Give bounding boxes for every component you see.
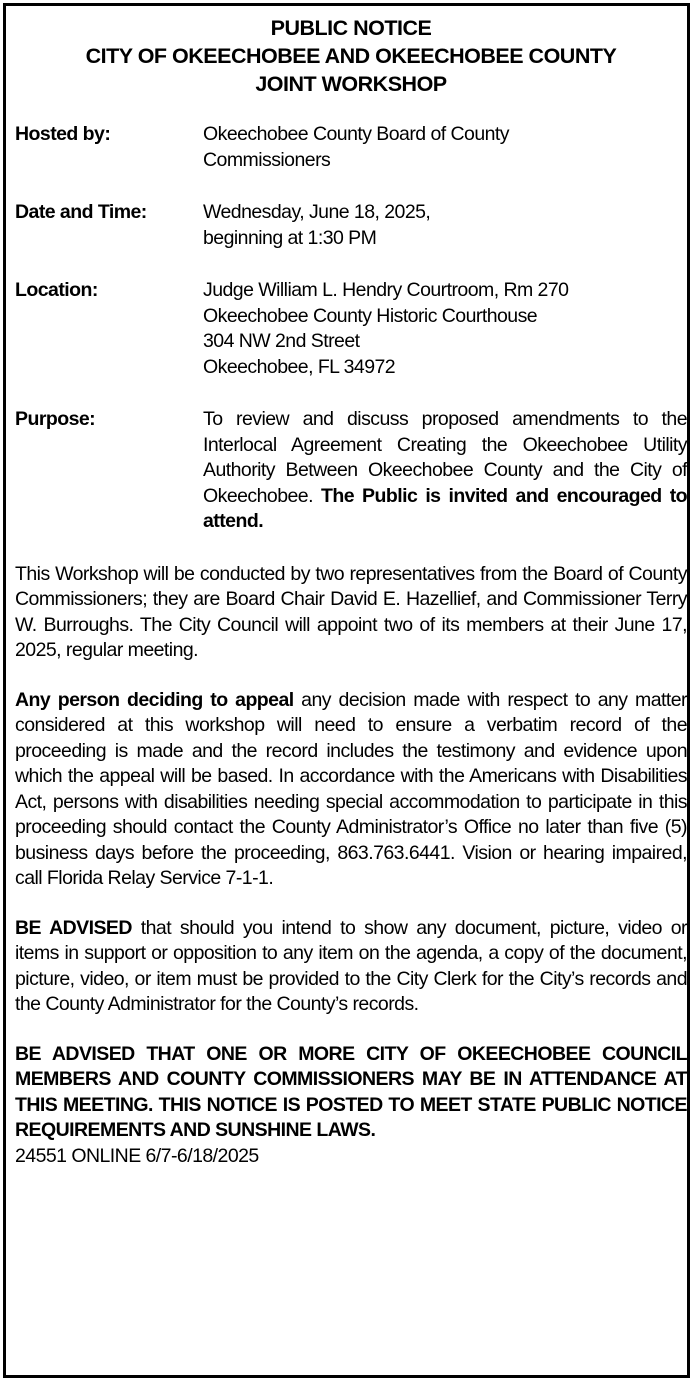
notice-header bbox=[15, 14, 687, 98]
location-line-4: Okeechobee, FL 34972 bbox=[203, 355, 396, 378]
datetime-line-1: Wednesday, June 18, 2025, bbox=[203, 201, 431, 223]
location-line-3: 304 NW 2nd Street bbox=[203, 330, 360, 352]
workshop-paragraph: This Workshop will be conducted by two representatives from the Board of County Commissioners; they are Board Chair David E. Hazellief, and Commissioner Terry W. Burroughs. The City Council will appoint two of its members at their June 17, 2025, regular meeting. bbox=[15, 562, 687, 661]
hosted-line-1: Okeechobee County Board of County bbox=[203, 123, 509, 145]
purpose-invitation: The Public is invited and encouraged to attend. bbox=[203, 484, 687, 532]
purpose-text: To review and discuss proposed amendments to the Interlocal Agreement Creating the Okeechobee Utility Authority Between Okeechobee County and the City of Okeechobee. bbox=[203, 408, 687, 507]
notice-border bbox=[3, 3, 690, 1378]
location-value bbox=[203, 278, 687, 380]
location-label: Location: bbox=[15, 279, 98, 301]
datetime-label: Date and Time: bbox=[15, 201, 147, 223]
purpose-value bbox=[203, 407, 687, 535]
location-line-2: Okeechobee County Historic Courthouse bbox=[203, 304, 538, 327]
ad-reference: 24551 ONLINE 6/7-6/18/2025 bbox=[15, 1144, 259, 1167]
header-title: PUBLIC NOTICE bbox=[270, 16, 432, 40]
advised-lead: BE ADVISED bbox=[15, 916, 132, 939]
location-row bbox=[15, 278, 687, 380]
hosted-label: Hosted by: bbox=[15, 123, 111, 145]
header-event: JOINT WORKSHOP bbox=[255, 72, 447, 96]
appeal-lead: Any person deciding to appeal bbox=[15, 688, 294, 711]
datetime-value bbox=[203, 200, 687, 251]
hosted-line-2: Commissioners bbox=[203, 148, 331, 171]
header-subtitle: CITY OF OKEECHOBEE AND OKEECHOBEE COUNTY bbox=[85, 44, 617, 68]
advised-paragraph bbox=[15, 916, 687, 1018]
purpose-label: Purpose: bbox=[15, 408, 96, 430]
location-line-1: Judge William L. Hendry Courtroom, Rm 270 bbox=[203, 279, 569, 301]
purpose-row bbox=[15, 407, 687, 535]
hosted-value bbox=[203, 122, 687, 173]
datetime-line-2: beginning at 1:30 PM bbox=[203, 226, 377, 249]
notice-content bbox=[15, 14, 687, 1169]
datetime-row bbox=[15, 200, 687, 251]
appeal-paragraph bbox=[15, 688, 687, 892]
hosted-row bbox=[15, 122, 687, 173]
final-notice: BE ADVISED THAT ONE OR MORE CITY OF OKEECHOBEE COUNCIL MEMBERS AND COUNTY COMMISSIONERS MAY BE IN ATTENDANCE AT THIS MEETING. THIS NOTICE IS POSTED TO MEET STATE PUBLIC NOTICE REQUIREMENTS AND SUNSHINE LAWS. bbox=[15, 1042, 687, 1141]
appeal-text: any decision made with respect to any matter considered at this workshop will need to ensure a verbatim record of the proceeding is made and the record includes the testimony and evidence upon which the appeal will be based. In accordance with the Americans with Disabilities Act, persons with disabilities needing special accommodation to participate in this proceeding should contact the County Administrator’s Office no later than five (5) business days before the proceeding, 863.763.6441. Vision or hearing impaired, call Florida Relay Service 7-1-1. bbox=[15, 688, 687, 889]
advised-text: that should you intend to show any document, picture, video or items in support or opposition to any item on the agenda, a copy of the document, picture, video, or item must be provided to the City Clerk for the City’s records and the County Administrator for the County’s records. bbox=[15, 916, 688, 1015]
